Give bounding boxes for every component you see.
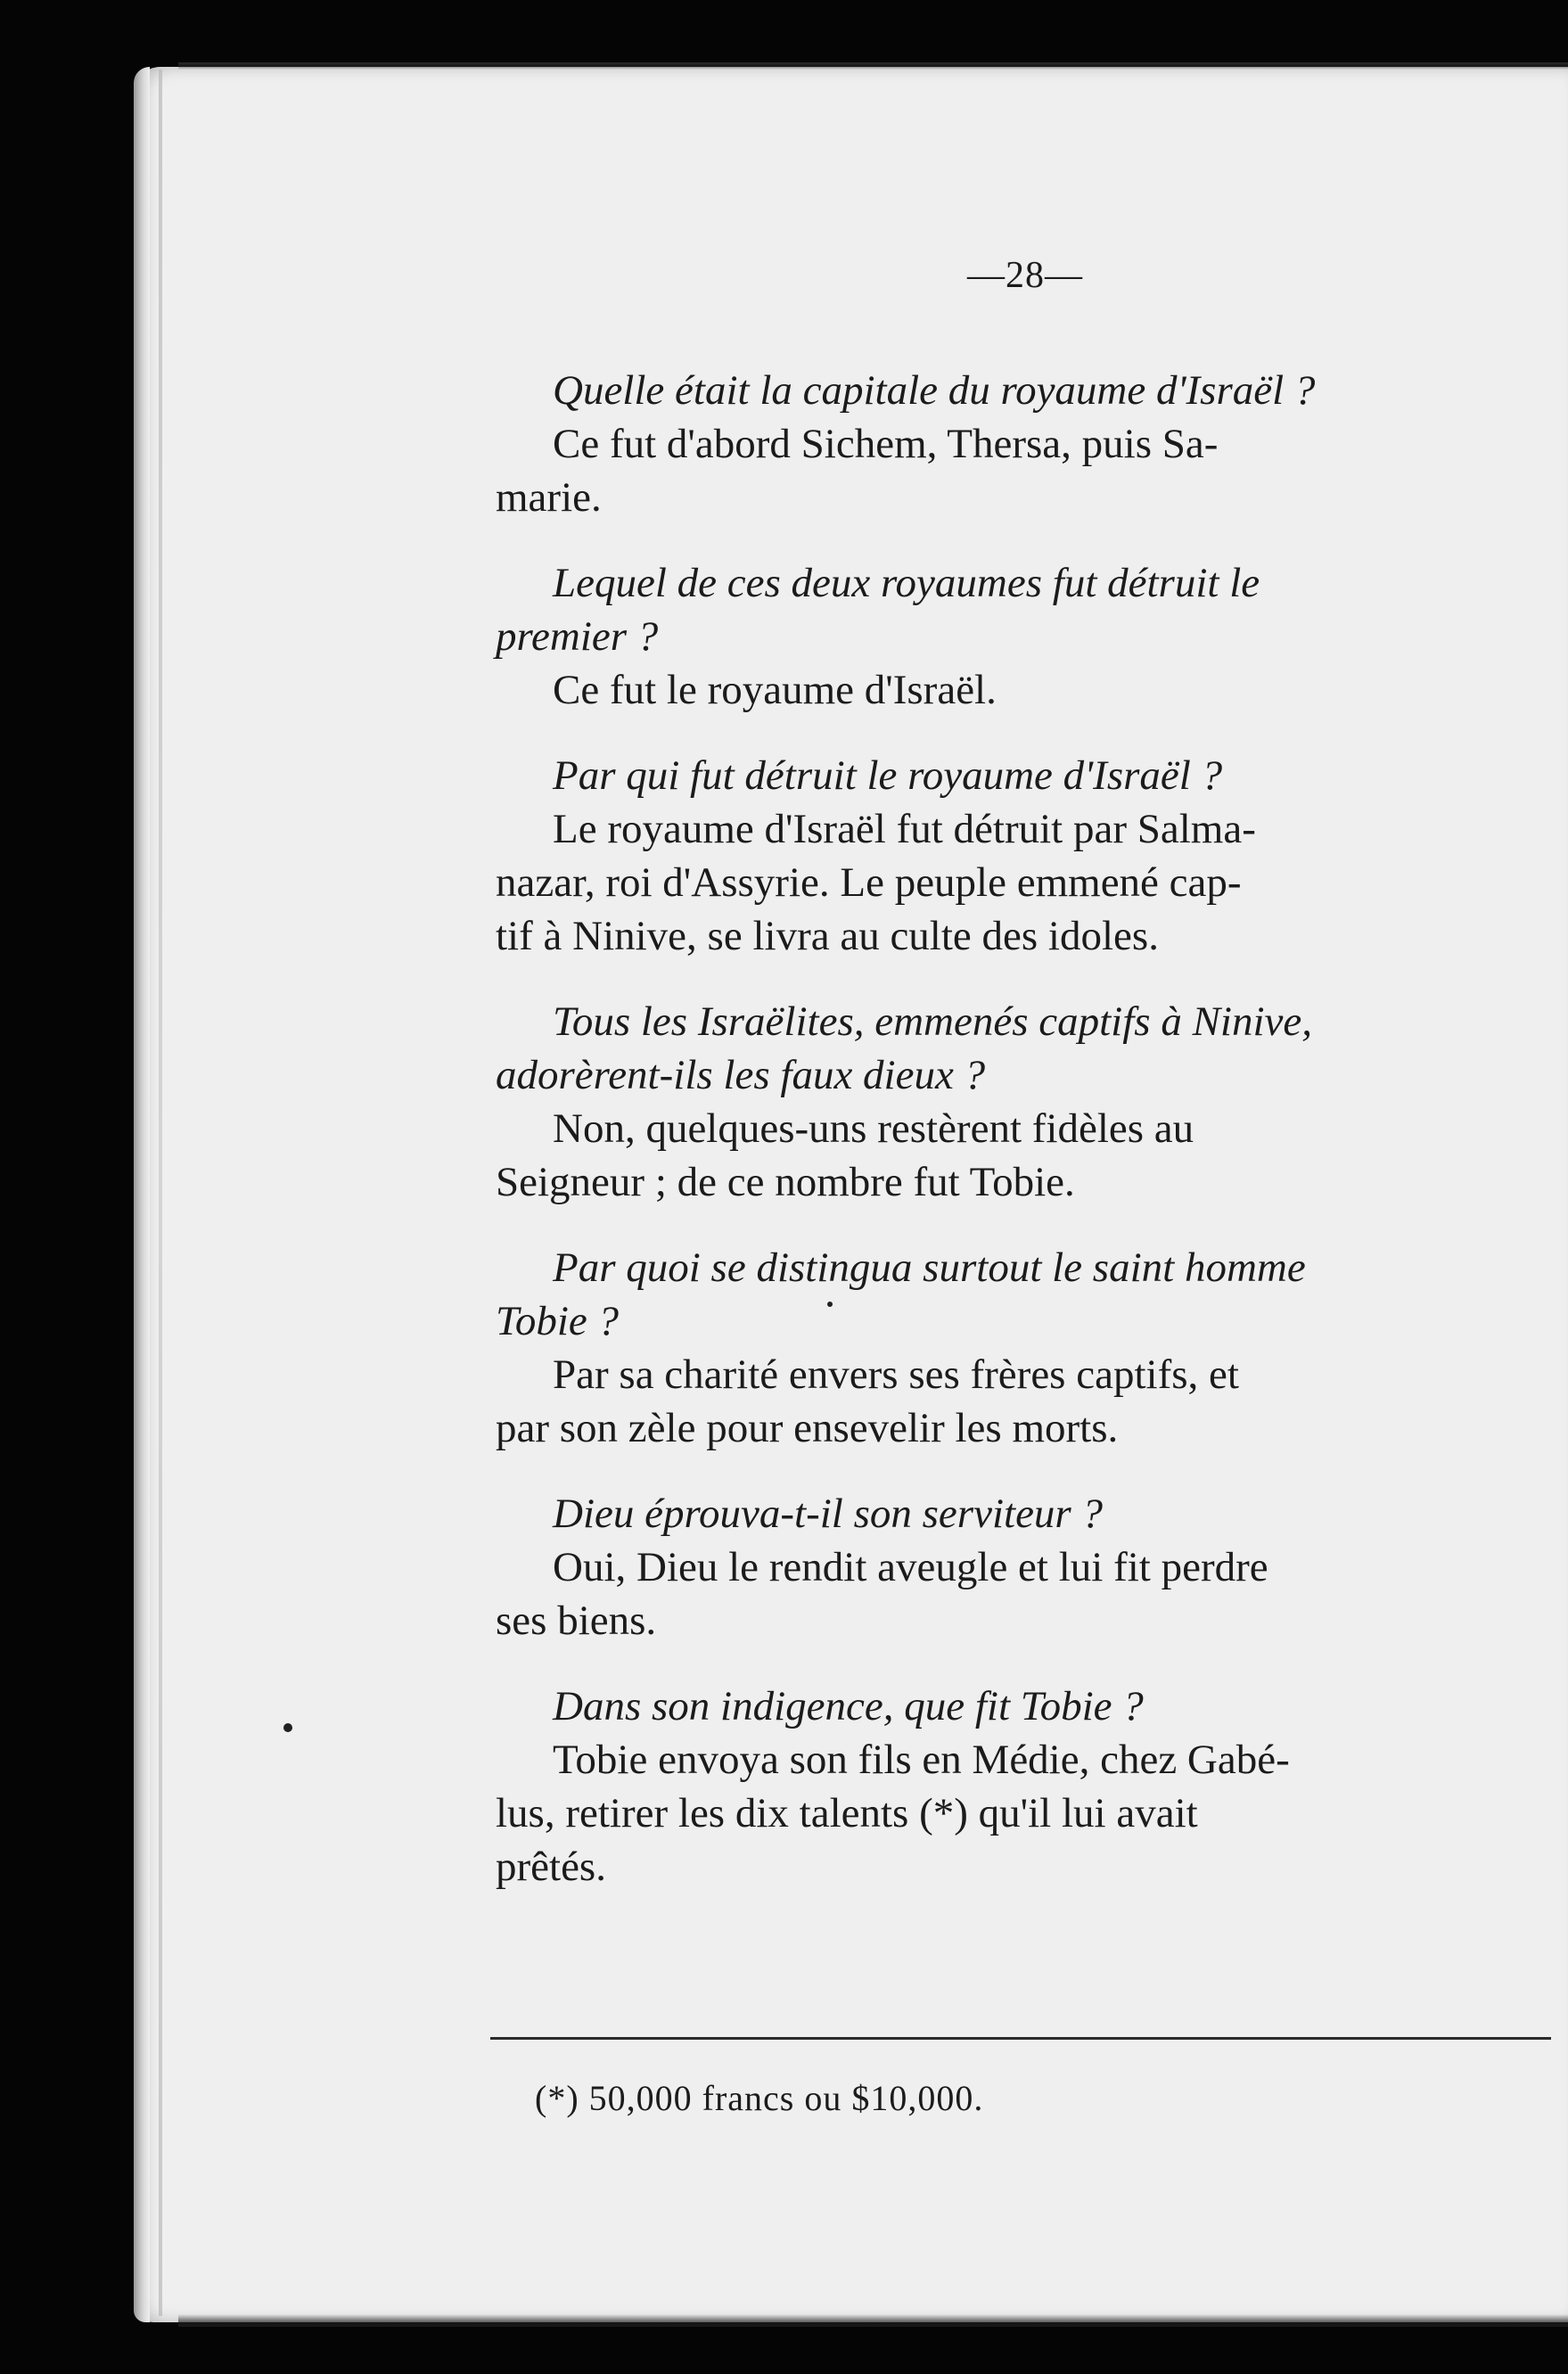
page-left-edge: [134, 67, 150, 2322]
answer-line: Le royaume d'Israël fut détruit par Salma-: [553, 806, 1256, 852]
answer: [496, 417, 1568, 524]
answer-line: Par sa charité envers ses frères captifs, et: [553, 1351, 1239, 1398]
footnote: (*) 50,000 francs ou $10,000.: [535, 2078, 984, 2118]
answer-line: Non, quelques-uns restèrent fidèles au: [553, 1105, 1194, 1152]
question-line: Dans son indigence, que fit Tobie ?: [553, 1683, 1144, 1729]
question-line: Par quoi se distingua surtout le saint homme: [553, 1245, 1306, 1291]
answer: [496, 1102, 1568, 1209]
answer-line: prêtés.: [496, 1844, 606, 1890]
qa-entry: [496, 1241, 1568, 1455]
question-line: Tous les Israëlites, emmenés captifs à Ninive,: [553, 998, 1313, 1045]
question: [496, 1241, 1568, 1348]
qa-entry: [496, 556, 1568, 717]
question: [496, 749, 1568, 802]
answer: [496, 1540, 1568, 1647]
answer-line: nazar, roi d'Assyrie. Le peuple emmené cap-: [496, 859, 1242, 906]
question-line: Lequel de ces deux royaumes fut détruit le: [553, 560, 1260, 606]
question: [496, 364, 1568, 417]
ink-speck: [283, 1723, 292, 1732]
question: [496, 1487, 1568, 1540]
answer-line: Tobie envoya son fils en Médie, chez Gabé-: [553, 1737, 1290, 1783]
answer-line: Oui, Dieu le rendit aveugle et lui fit perdre: [553, 1544, 1268, 1590]
question-line: Dieu éprouva-t-il son serviteur ?: [553, 1491, 1103, 1537]
question: [496, 1680, 1568, 1733]
qa-entry: [496, 749, 1568, 963]
answer-line: Seigneur ; de ce nombre fut Tobie.: [496, 1159, 1075, 1205]
qa-entry: [496, 995, 1568, 1209]
answer: [496, 1348, 1568, 1455]
answer: [496, 663, 1568, 717]
top-shadow: [178, 62, 1568, 70]
question-line: Par qui fut détruit le royaume d'Israël ?: [553, 752, 1223, 799]
question-line: premier ?: [496, 613, 659, 660]
answer: [496, 802, 1568, 963]
qa-entry: [496, 364, 1568, 524]
answer-line: Ce fut le royaume d'Israël.: [553, 667, 997, 713]
qa-entry: [496, 1680, 1568, 1893]
question-line: Quelle était la capitale du royaume d'Israël ?: [553, 367, 1316, 414]
ink-speck: [827, 1302, 833, 1307]
page-stack-line: [159, 70, 162, 2316]
catechism-text: [496, 241, 1568, 1893]
question: [496, 556, 1568, 663]
question: [496, 995, 1568, 1102]
question-line: Tobie ?: [496, 1298, 619, 1344]
answer-line: Ce fut d'abord Sichem, Thersa, puis Sa-: [553, 421, 1219, 467]
qa-entry: [496, 1487, 1568, 1647]
footnote-rule: [490, 2037, 1551, 2040]
page-number: —28—: [967, 255, 1083, 296]
answer-line: ses biens.: [496, 1598, 657, 1644]
answer-line: marie.: [496, 474, 602, 521]
answer-line: par son zèle pour ensevelir les morts.: [496, 1405, 1119, 1451]
bottom-shadow: [178, 2314, 1568, 2327]
answer-line: tif à Ninive, se livra au culte des idoles.: [496, 913, 1159, 959]
question-line: adorèrent-ils les faux dieux ?: [496, 1052, 986, 1098]
answer-line: lus, retirer les dix talents (*) qu'il lui avait: [496, 1790, 1198, 1836]
answer: [496, 1733, 1568, 1893]
